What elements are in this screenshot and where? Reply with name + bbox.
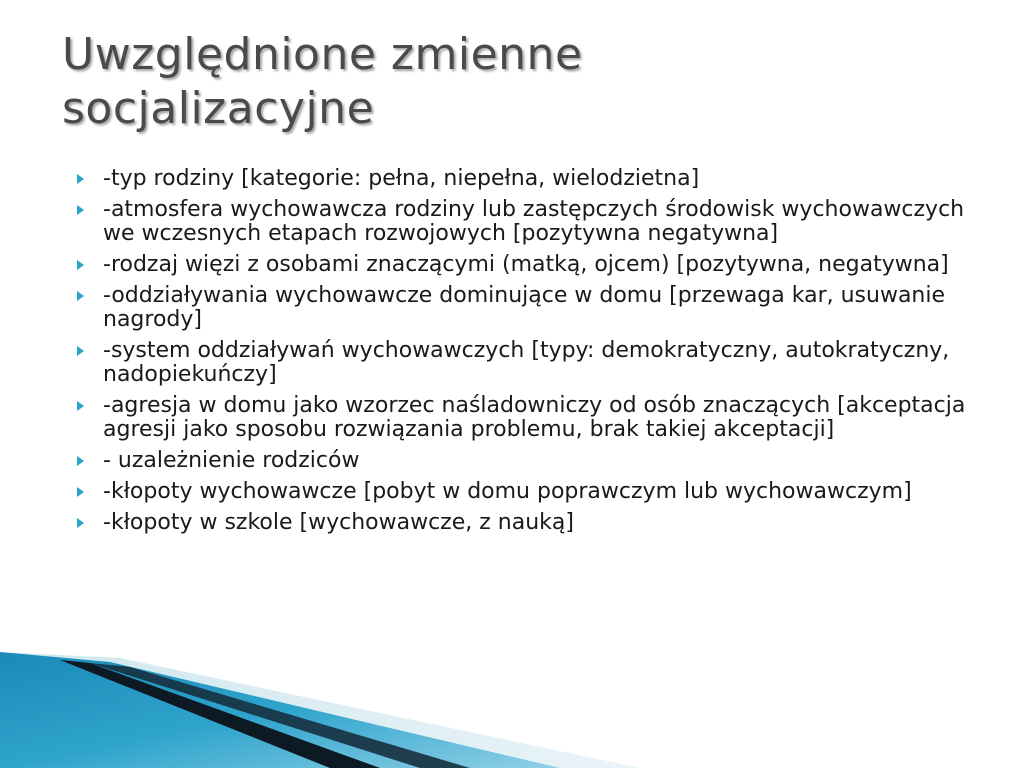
list-item <box>70 198 970 246</box>
bullet-text: - uzależnienie rodziców <box>103 448 360 473</box>
list-item <box>70 253 970 277</box>
bullet-arrow-icon <box>77 291 84 301</box>
bullet-text: -kłopoty wychowawcze [pobyt w domu poprawczym lub wychowawczym] <box>103 479 912 504</box>
bullet-arrow-icon <box>77 487 84 497</box>
bullet-list <box>70 167 970 542</box>
slide-title-line2: socjalizacyjne <box>62 83 375 134</box>
decor-light-band <box>0 652 640 768</box>
bullet-arrow-icon <box>77 456 84 466</box>
bullet-text: -system oddziaływań wychowawczych [typy: demokratyczny, autokratyczny, nadopiekuńczy] <box>103 338 950 387</box>
decor-blue-wedge <box>0 652 560 768</box>
list-item <box>70 167 970 191</box>
list-item <box>70 339 970 387</box>
bullet-arrow-icon <box>77 401 84 411</box>
bullet-text: -agresja w domu jako wzorzec naśladowniczy od osób znaczących [akceptacja agresji jako sposobu rozwiązania problemu, brak takiej akceptacji] <box>103 393 966 442</box>
bullet-text: -atmosfera wychowawcza rodziny lub zastępczych środowisk wychowawczych we wczesnych etapach rozwojowych [pozytywna negatywna] <box>103 197 965 246</box>
slide-title-line1: Uwzględnione zmienne <box>62 29 583 80</box>
bullet-text: -kłopoty w szkole [wychowawcze, z nauką] <box>103 510 574 535</box>
bullet-arrow-icon <box>77 260 84 270</box>
list-item <box>70 480 970 504</box>
list-item <box>70 394 970 442</box>
decor-dark-stripe-2 <box>90 663 470 768</box>
bullet-arrow-icon <box>77 174 84 184</box>
slide-title <box>62 28 962 136</box>
bullet-text: -oddziaływania wychowawcze dominujące w domu [przewaga kar, usuwanie nagrody] <box>103 283 946 332</box>
list-item <box>70 449 970 473</box>
list-item <box>70 511 970 535</box>
bullet-text: -rodzaj więzi z osobami znaczącymi (matką, ojcem) [pozytywna, negatywna] <box>103 252 949 277</box>
decor-dark-stripe <box>60 660 380 768</box>
list-item <box>70 284 970 332</box>
bullet-arrow-icon <box>77 518 84 528</box>
bullet-arrow-icon <box>77 205 84 215</box>
bullet-arrow-icon <box>77 346 84 356</box>
bullet-text: -typ rodziny [kategorie: pełna, niepełna, wielodzietna] <box>103 166 700 191</box>
